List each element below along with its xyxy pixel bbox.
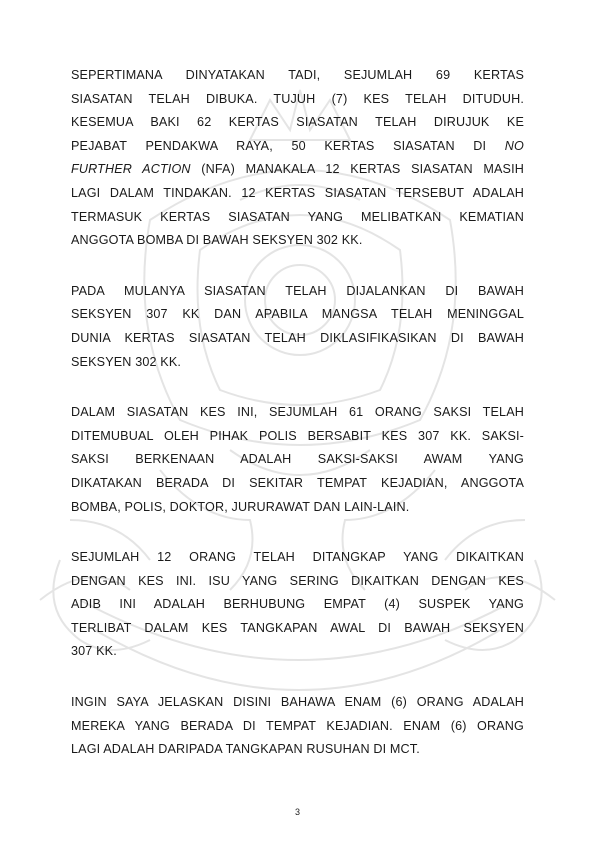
- text-line: [71, 64, 524, 88]
- text-line: [71, 111, 524, 135]
- paragraph: [71, 546, 524, 664]
- text-segment: ADIB INI ADALAH BERHUBUNG EMPAT (4) SUSPEK YANG: [71, 597, 524, 612]
- text-segment: PADA MULANYA SIASATAN TELAH DIJALANKAN DI BAWAH: [71, 283, 524, 298]
- text-segment: DITEMUBUAL OLEH PIHAK POLIS BERSABIT KES 307 KK. SAKSI-: [71, 428, 524, 443]
- text-line: [71, 496, 524, 520]
- text-segment: 307 KK.: [71, 644, 117, 659]
- text-line: [71, 135, 524, 159]
- text-segment: DUNIA KERTAS SIASATAN TELAH DIKLASIFIKASIKAN DI BAWAH: [71, 330, 524, 345]
- text-line: [71, 182, 524, 206]
- text-line: [71, 229, 524, 253]
- page-number: 3: [294, 807, 300, 817]
- text-line: [71, 88, 524, 112]
- text-line: [71, 715, 524, 739]
- text-segment: ANGGOTA BOMBA DI BAWAH SEKSYEN 302 KK.: [71, 233, 363, 248]
- text-line: [71, 472, 524, 496]
- text-segment: (NFA) MANAKALA 12 KERTAS SIASATAN MASIH: [190, 162, 524, 177]
- text-segment: DENGAN KES INI. ISU YANG SERING DIKAITKAN DENGAN KES: [71, 573, 524, 588]
- text-segment: SEPERTIMANA DINYATAKAN TADI, SEJUMLAH 69 KERTAS: [71, 68, 524, 82]
- document-body: [71, 64, 524, 789]
- text-line: [71, 570, 524, 594]
- text-segment: DIKATAKAN BERADA DI SEKITAR TEMPAT KEJADIAN, ANGGOTA: [71, 475, 524, 490]
- text-segment: LAGI ADALAH DARIPADA TANGKAPAN RUSUHAN DI MCT.: [71, 742, 420, 757]
- text-segment: INGIN SAYA JELASKAN DISINI BAHAWA ENAM (6) ORANG ADALAH: [71, 695, 524, 710]
- text-line: [71, 640, 524, 664]
- text-line: [71, 546, 524, 570]
- text-segment: PEJABAT PENDAKWA RAYA, 50 KERTAS SIASATAN DI: [71, 138, 505, 153]
- text-line: [71, 158, 524, 182]
- text-line: [71, 691, 524, 715]
- text-segment: MEREKA YANG BERADA DI TEMPAT KEJADIAN. ENAM (6) ORANG: [71, 718, 524, 733]
- italic-text: FURTHER ACTION: [71, 162, 191, 177]
- paragraph: [71, 280, 524, 374]
- text-segment: KESEMUA BAKI 62 KERTAS SIASATAN TELAH DIRUJUK KE: [71, 115, 524, 130]
- text-line: [71, 617, 524, 641]
- text-segment: SAKSI BERKENAAN ADALAH SAKSI-SAKSI AWAM YANG: [71, 452, 524, 467]
- text-line: [71, 206, 524, 230]
- text-segment: SEJUMLAH 12 ORANG TELAH DITANGKAP YANG DIKAITKAN: [71, 550, 524, 565]
- text-line: [71, 738, 524, 762]
- text-line: [71, 351, 524, 375]
- italic-text: NO: [504, 138, 524, 153]
- text-segment: SEKSYEN 302 KK.: [71, 354, 182, 369]
- text-segment: SEKSYEN 307 KK DAN APABILA MANGSA TELAH MENINGGAL: [71, 307, 524, 322]
- text-line: [71, 448, 524, 472]
- text-line: [71, 401, 524, 425]
- text-segment: SIASATAN TELAH DIBUKA. TUJUH (7) KES TELAH DITUDUH.: [71, 91, 524, 106]
- text-line: [71, 280, 524, 304]
- text-segment: TERMASUK KERTAS SIASATAN YANG MELIBATKAN KEMATIAN: [71, 209, 524, 224]
- paragraph: [71, 691, 524, 762]
- text-segment: DALAM SIASATAN KES INI, SEJUMLAH 61 ORANG SAKSI TELAH: [71, 405, 524, 420]
- text-line: [71, 425, 524, 449]
- text-line: [71, 327, 524, 351]
- text-segment: BOMBA, POLIS, DOKTOR, JURURAWAT DAN LAIN-LAIN.: [71, 499, 410, 514]
- paragraph: [71, 64, 524, 253]
- text-segment: LAGI DALAM TINDAKAN. 12 KERTAS SIASATAN TERSEBUT ADALAH: [71, 185, 524, 200]
- text-line: [71, 303, 524, 327]
- text-segment: TERLIBAT DALAM KES TANGKAPAN AWAL DI BAWAH SEKSYEN: [71, 620, 524, 635]
- text-line: [71, 593, 524, 617]
- paragraph: [71, 401, 524, 519]
